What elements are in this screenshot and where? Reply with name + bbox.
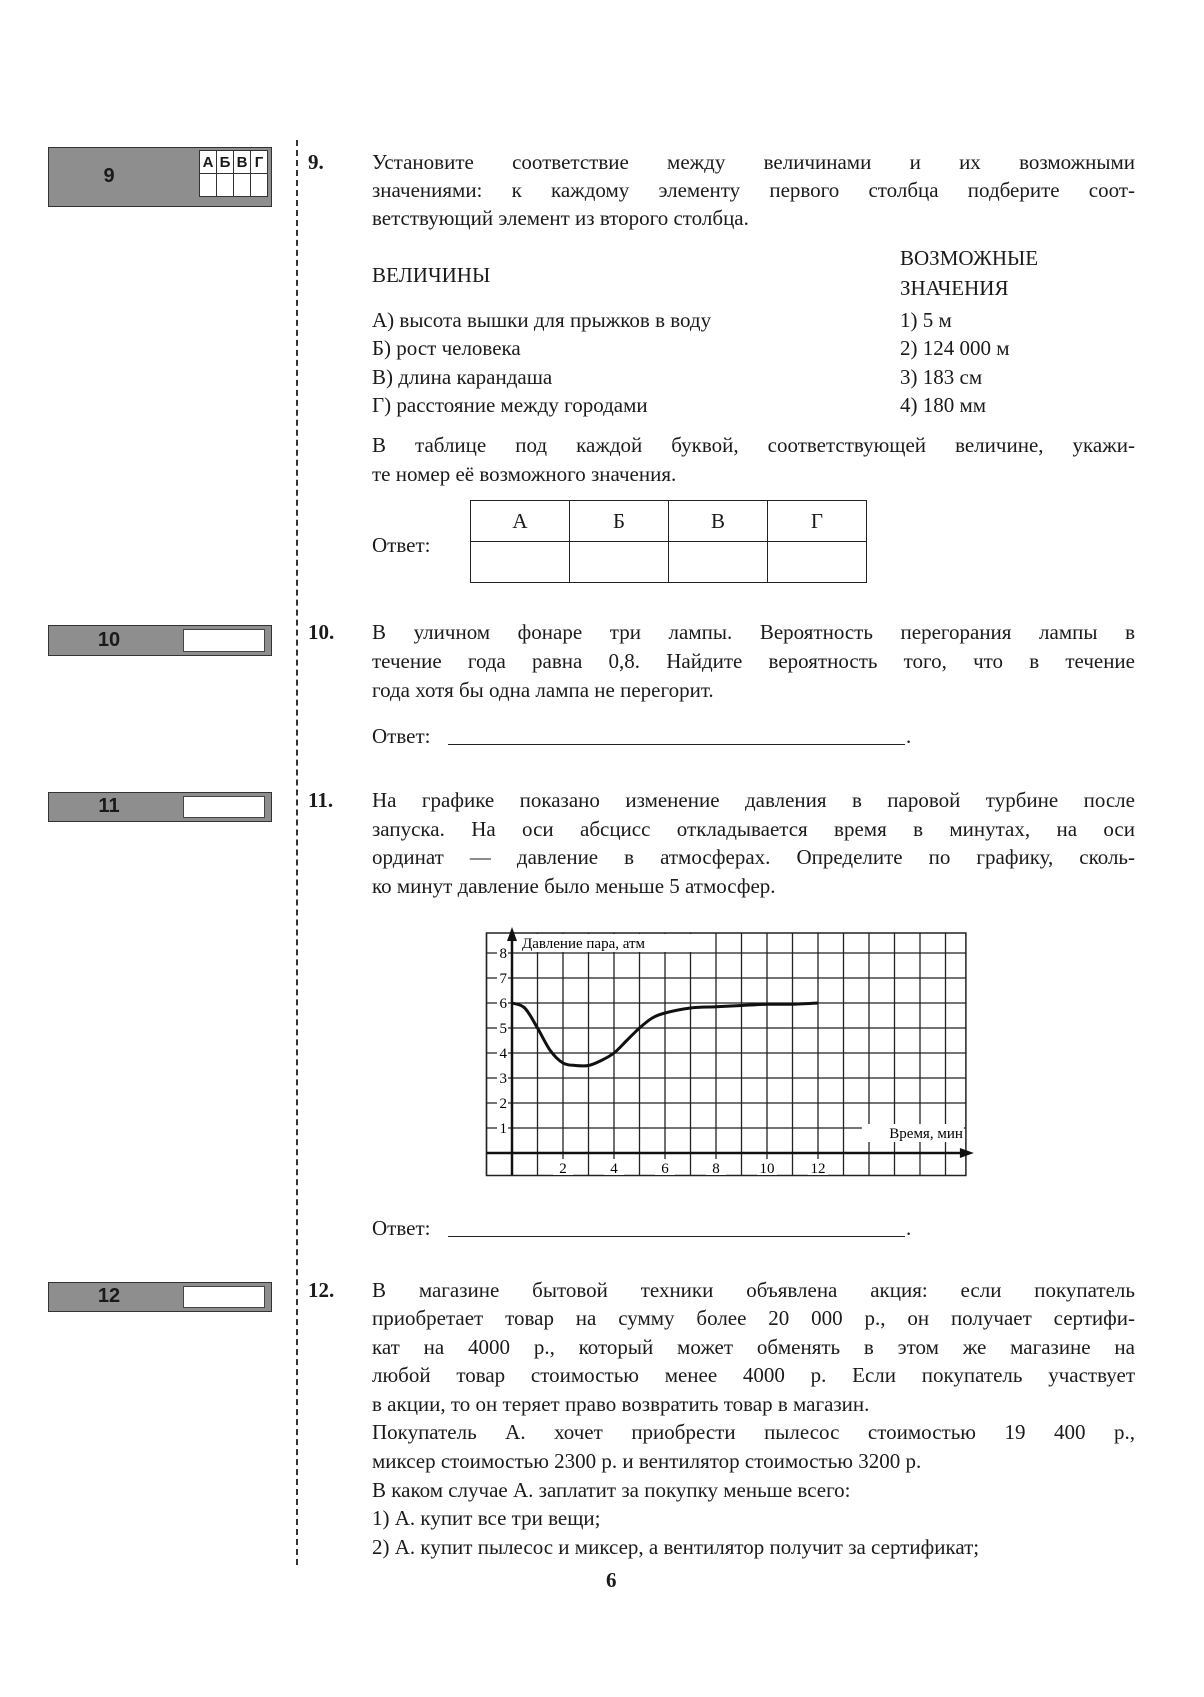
- question-number: 11.: [308, 788, 334, 812]
- value-item: 2) 124 000 м: [900, 336, 1010, 360]
- quantity-item: Б) рост человека: [372, 336, 521, 360]
- table-header: Б: [570, 501, 669, 542]
- period: .: [906, 724, 912, 748]
- table-header: А: [471, 501, 570, 542]
- y-tick-label: 3: [499, 1071, 507, 1087]
- quantity-item: В) длина карандаша: [372, 365, 553, 389]
- col2-header: ЗНАЧЕНИЯ: [900, 276, 1009, 300]
- value-item: 4) 180 мм: [900, 393, 987, 417]
- q12-line: любой товар стоимостью менее 4000 р. Если покупатель участвует: [372, 1363, 1135, 1387]
- y-tick-label: 8: [499, 946, 507, 962]
- y-tick-label: 2: [499, 1096, 507, 1112]
- y-tick-label: 4: [499, 1046, 507, 1062]
- box-number: 10: [97, 629, 121, 651]
- value-item: 3) 183 см: [900, 365, 983, 389]
- y-tick-label: 1: [499, 1121, 507, 1137]
- q9-instruction: В таблице под каждой буквой, соответствующей величине, укажи-: [372, 433, 1135, 457]
- x-tick-label: 8: [712, 1161, 720, 1177]
- answer-label: Ответ:: [372, 724, 431, 748]
- x-tick-label: 6: [661, 1161, 669, 1177]
- col1-header: ВЕЛИЧИНЫ: [372, 263, 491, 287]
- letter-cell: Б: [217, 151, 234, 174]
- q12-line: В магазине бытовой техники объявлена акция: если покупатель: [372, 1278, 1135, 1302]
- box-number: 9: [103, 165, 115, 187]
- table-header: Г: [768, 501, 867, 542]
- q10-line: года хотя бы одна лампа не перегорит.: [372, 678, 714, 702]
- letter-cell: В: [234, 151, 251, 174]
- box-number: 12: [97, 1285, 121, 1307]
- x-axis-arrow: [960, 1148, 974, 1158]
- page-number: 6: [606, 1568, 617, 1592]
- q12-line: приобретает товар на сумму более 20 000 р., он получает сертифи-: [372, 1306, 1135, 1330]
- letter-cell: Г: [251, 151, 268, 174]
- q9-line: ветствующий элемент из второго столбца.: [372, 206, 749, 230]
- y-tick-label: 7: [499, 971, 507, 987]
- x-tick-label: 2: [559, 1161, 567, 1177]
- answer-line[interactable]: [448, 1236, 905, 1237]
- q12-option: 1) А. купит все три вещи;: [372, 1506, 601, 1530]
- question-number: 9.: [308, 150, 324, 174]
- table-header: В: [669, 501, 768, 542]
- q9-line: значениями: к каждому элементу первого столбца подберите соот-: [372, 178, 1135, 202]
- q10-line: В уличном фонаре три лампы. Вероятность перегорания лампы в: [372, 620, 1135, 644]
- question-number: 12.: [308, 1278, 335, 1302]
- period: .: [906, 1216, 912, 1240]
- q12-line: В каком случае А. заплатит за покупку меньше всего:: [372, 1478, 851, 1502]
- col2-header: ВОЗМОЖНЫЕ: [900, 246, 1039, 270]
- q12-option: 2) А. купит пылесос и миксер, а вентилятор получит за сертификат;: [372, 1535, 980, 1559]
- y-tick-label: 6: [499, 996, 507, 1012]
- q12-line: миксер стоимостью 2300 р. и вентилятор стоимостью 3200 р.: [372, 1449, 922, 1473]
- q11-line: ко минут давление было меньше 5 атмосфер.: [372, 874, 776, 898]
- q12-line: Покупатель А. хочет приобрести пылесос стоимостью 19 400 р.,: [372, 1420, 1135, 1444]
- x-tick-label: 10: [759, 1161, 775, 1177]
- x-tick-label: 4: [610, 1161, 618, 1177]
- quantity-item: Г) расстояние между городами: [372, 393, 648, 417]
- q11-line: На графике показано изменение давления в паровой турбине после: [372, 788, 1135, 812]
- letter-cell: А: [200, 151, 217, 174]
- q12-line: кат на 4000 р., который может обменять в этом же магазине на: [372, 1335, 1135, 1359]
- y-axis-label: Давление пара, атм: [522, 936, 646, 952]
- value-item: 1) 5 м: [900, 308, 952, 332]
- question-number: 10.: [308, 620, 335, 644]
- answer-label: Ответ:: [372, 533, 431, 557]
- x-tick-label: 12: [810, 1161, 826, 1177]
- q12-line: в акции, то он теряет право возвратить товар в магазин.: [372, 1392, 870, 1416]
- quantity-item: А) высота вышки для прыжков в воду: [372, 308, 712, 332]
- q11-line: запуска. На оси абсцисс откладывается время в минутах, на оси: [372, 817, 1135, 841]
- x-axis-label: Время, мин: [889, 1126, 963, 1142]
- answer-label: Ответ:: [372, 1216, 431, 1240]
- q11-line: ординат — давление в атмосферах. Определите по графику, сколь-: [372, 845, 1135, 869]
- box-number: 11: [98, 795, 120, 817]
- q9-line: Установите соответствие между величинами и их возможными: [372, 150, 1135, 174]
- y-tick-label: 5: [499, 1021, 507, 1037]
- q10-line: течение года равна 0,8. Найдите вероятность того, что в течение: [372, 649, 1135, 673]
- q9-instruction: те номер её возможного значения.: [372, 462, 677, 486]
